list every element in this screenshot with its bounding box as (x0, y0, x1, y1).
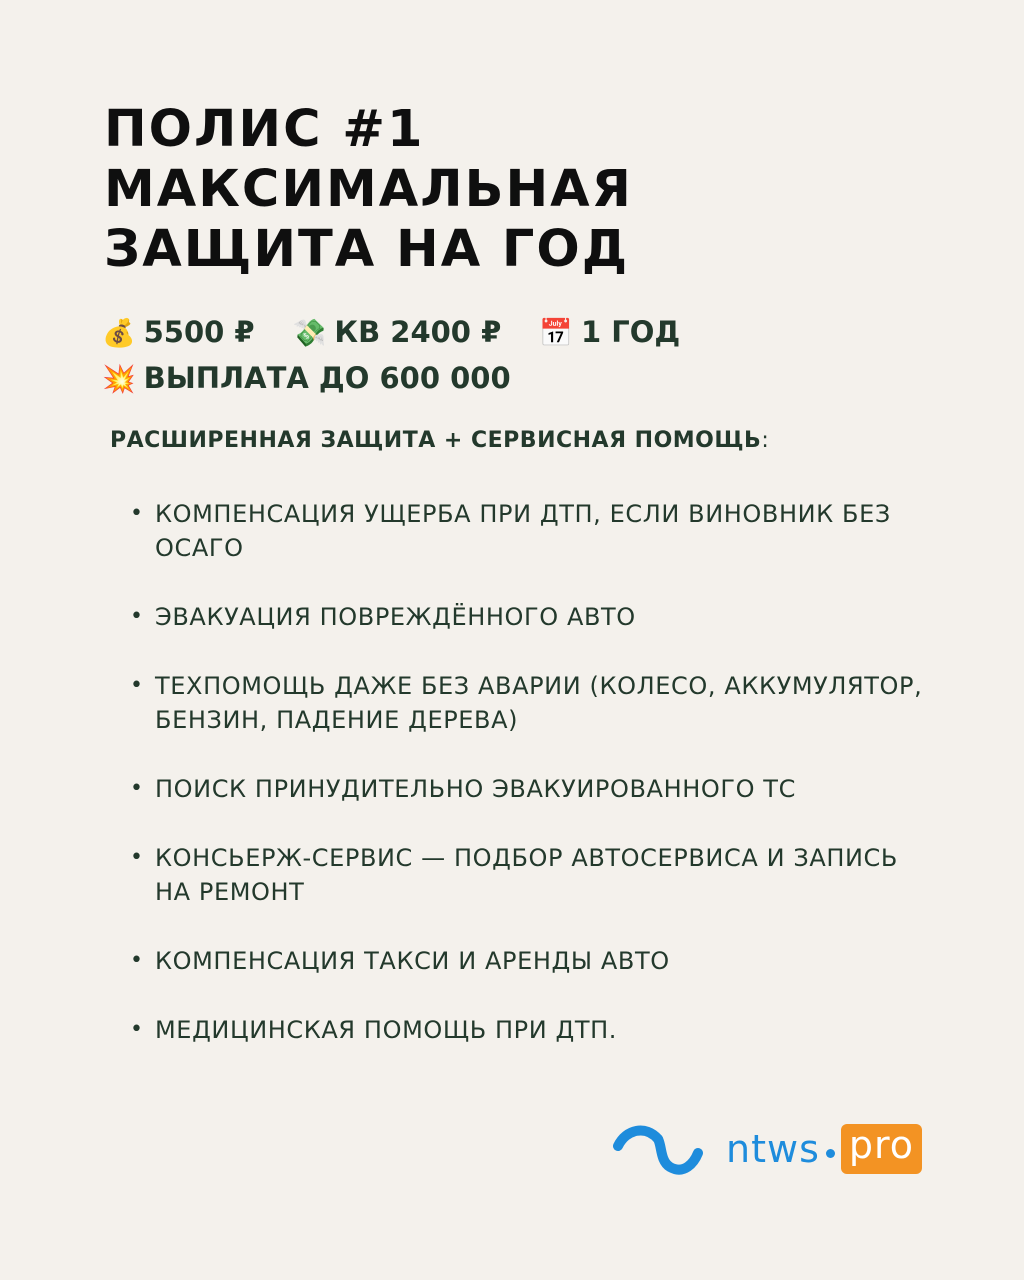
list-item (130, 841, 930, 909)
bullet-icon: • (130, 1017, 144, 1042)
feature-text: КОМПЕНСАЦИЯ УЩЕРБА ПРИ ДТП, ЕСЛИ ВИНОВНИК БЕЗ ОСАГО (155, 500, 891, 562)
term-value: 1 ГОД (581, 315, 681, 349)
bullet-icon: • (130, 776, 144, 801)
wave-logo-icon (612, 1119, 704, 1179)
payout-value: ВЫПЛАТА ДО 600 000 (143, 361, 511, 395)
price-value: 5500 ₽ (143, 315, 255, 349)
list-item (130, 772, 930, 806)
coverage-heading-text: РАСШИРЕННАЯ ЗАЩИТА + СЕРВИСНАЯ ПОМОЩЬ (110, 428, 762, 453)
calendar-icon: 📅 (539, 318, 573, 349)
title-line-2: МАКСИМАЛЬНАЯ (104, 160, 633, 219)
bullet-icon: • (130, 604, 144, 629)
commission-value: КВ 2400 ₽ (334, 315, 502, 349)
bullet-icon: • (130, 948, 144, 973)
feature-text: КОНСЬЕРЖ-СЕРВИС — ПОДБОР АВТОСЕРВИСА И ЗАПИСЬ НА РЕМОНТ (155, 844, 898, 906)
bullet-icon: • (130, 845, 144, 870)
coverage-heading (110, 428, 769, 453)
ntws-pro-logo[interactable] (612, 1118, 922, 1180)
feature-text: ЭВАКУАЦИЯ ПОВРЕЖДЁННОГО АВТО (155, 603, 636, 631)
money-wings-icon: 💸 (292, 318, 327, 349)
feature-list (130, 497, 930, 1082)
list-item (130, 600, 930, 634)
list-item (130, 669, 930, 737)
page-title (104, 100, 633, 280)
payout-stat (102, 356, 511, 402)
stats-row-1 (102, 310, 680, 356)
term-stat (539, 310, 680, 356)
feature-text: МЕДИЦИНСКАЯ ПОМОЩЬ ПРИ ДТП. (155, 1016, 617, 1044)
price-stat (102, 310, 255, 356)
logo-dot-icon (826, 1149, 835, 1158)
feature-text: КОМПЕНСАЦИЯ ТАКСИ И АРЕНДЫ АВТО (155, 947, 670, 975)
commission-stat (293, 310, 502, 356)
bullet-icon: • (130, 501, 144, 526)
coverage-heading-colon: : (761, 428, 770, 453)
list-item (130, 944, 930, 978)
logo-pro-badge: pro (841, 1124, 922, 1174)
title-line-3: ЗАЩИТА НА ГОД (104, 220, 630, 279)
collision-icon: 💥 (102, 364, 136, 395)
feature-text: ПОИСК ПРИНУДИТЕЛЬНО ЭВАКУИРОВАННОГО ТС (155, 775, 796, 803)
bullet-icon: • (130, 673, 144, 698)
list-item (130, 1013, 930, 1047)
money-bag-icon: 💰 (102, 318, 136, 349)
logo-name: ntws (726, 1127, 820, 1171)
title-line-1: ПОЛИС #1 (104, 100, 425, 159)
stats-row-2 (102, 356, 680, 402)
policy-stats (102, 310, 680, 402)
feature-text: ТЕХПОМОЩЬ ДАЖЕ БЕЗ АВАРИИ (КОЛЕСО, АККУМУЛЯТОР, БЕНЗИН, ПАДЕНИЕ ДЕРЕВА) (155, 672, 923, 734)
list-item (130, 497, 930, 565)
logo-wordmark (726, 1124, 922, 1174)
